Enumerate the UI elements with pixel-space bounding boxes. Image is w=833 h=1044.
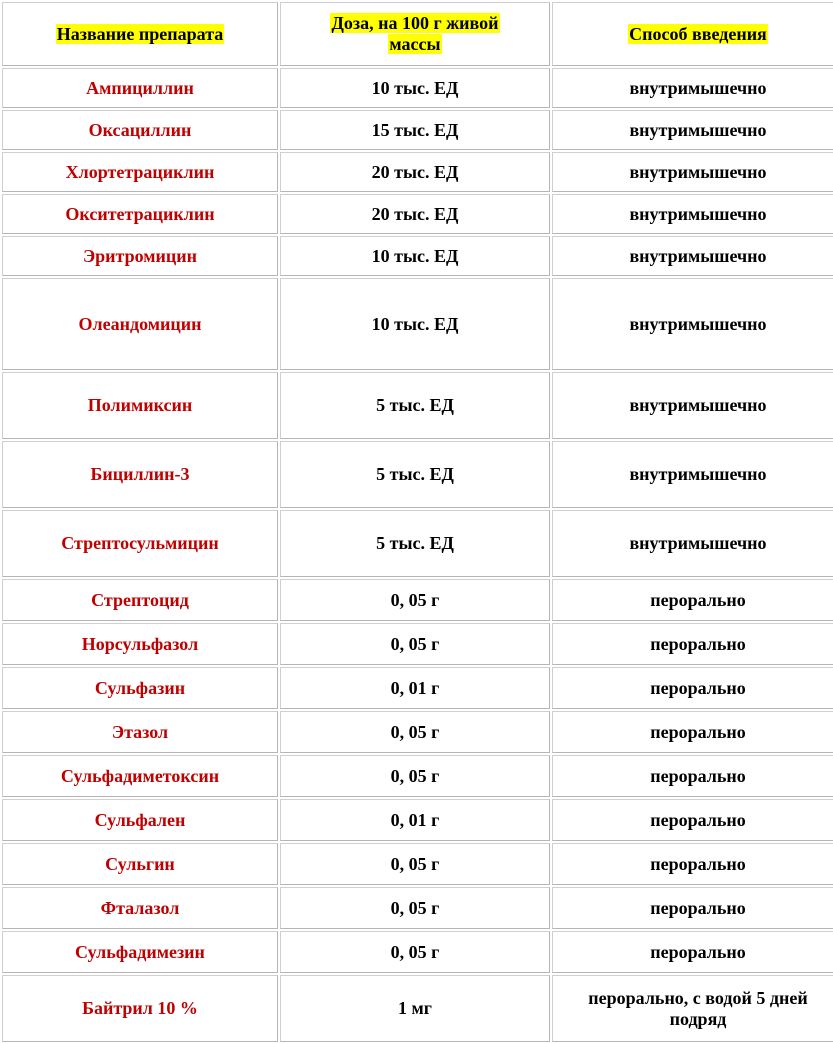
drug-name-cell: Норсульфазол <box>2 623 278 665</box>
route-cell: перорально <box>552 887 833 929</box>
dose-cell: 15 тыс. ЕД <box>280 110 550 150</box>
route-cell: перорально <box>552 711 833 753</box>
drug-name-cell: Сульгин <box>2 843 278 885</box>
table-row <box>2 510 833 577</box>
route-cell: перорально <box>552 843 833 885</box>
table-row <box>2 194 833 234</box>
dose-cell: 5 тыс. ЕД <box>280 372 550 439</box>
route-cell: внутримышечно <box>552 152 833 192</box>
dose-cell: 0, 01 г <box>280 667 550 709</box>
route-cell: перорально <box>552 623 833 665</box>
dose-cell: 0, 05 г <box>280 623 550 665</box>
table-row <box>2 579 833 621</box>
header-dose-line1: Доза, на 100 г живой <box>331 13 499 33</box>
route-cell: внутримышечно <box>552 194 833 234</box>
header-name-cell <box>2 2 278 66</box>
dose-cell: 20 тыс. ЕД <box>280 152 550 192</box>
route-cell: внутримышечно <box>552 441 833 508</box>
route-cell: внутримышечно <box>552 278 833 370</box>
route-cell: внутримышечно <box>552 236 833 276</box>
drug-name-cell: Олеандомицин <box>2 278 278 370</box>
table-row <box>2 68 833 108</box>
table-row <box>2 975 833 1042</box>
table-row <box>2 711 833 753</box>
table-row <box>2 623 833 665</box>
route-cell: внутримышечно <box>552 68 833 108</box>
table-row <box>2 236 833 276</box>
route-cell: перорально, с водой 5 дней подряд <box>552 975 833 1042</box>
dose-cell: 10 тыс. ЕД <box>280 278 550 370</box>
table-row <box>2 887 833 929</box>
route-cell: перорально <box>552 755 833 797</box>
drug-name-cell: Окситетрациклин <box>2 194 278 234</box>
table-row <box>2 667 833 709</box>
dose-cell: 20 тыс. ЕД <box>280 194 550 234</box>
table-row <box>2 755 833 797</box>
dose-cell: 0, 01 г <box>280 799 550 841</box>
drug-name-cell: Ампициллин <box>2 68 278 108</box>
drug-name-cell: Сульфадимезин <box>2 931 278 973</box>
drug-name-cell: Сульфадиметоксин <box>2 755 278 797</box>
table-header-row <box>2 2 833 66</box>
drug-name-cell: Этазол <box>2 711 278 753</box>
drug-name-cell: Байтрил 10 % <box>2 975 278 1042</box>
drug-name-cell: Полимиксин <box>2 372 278 439</box>
header-route-cell <box>552 2 833 66</box>
table-row <box>2 931 833 973</box>
route-cell: внутримышечно <box>552 510 833 577</box>
dose-cell: 5 тыс. ЕД <box>280 510 550 577</box>
route-cell: внутримышечно <box>552 372 833 439</box>
dose-cell: 0, 05 г <box>280 711 550 753</box>
dose-cell: 1 мг <box>280 975 550 1042</box>
dose-cell: 10 тыс. ЕД <box>280 68 550 108</box>
dose-cell: 0, 05 г <box>280 579 550 621</box>
drug-name-cell: Стрептосульмицин <box>2 510 278 577</box>
table-row <box>2 152 833 192</box>
header-route: Способ введения <box>629 23 767 44</box>
route-cell: перорально <box>552 579 833 621</box>
drug-name-cell: Эритромицин <box>2 236 278 276</box>
table-row <box>2 278 833 370</box>
route-cell: перорально <box>552 667 833 709</box>
drug-name-cell: Стрептоцид <box>2 579 278 621</box>
header-dose-line2: массы <box>389 34 441 54</box>
drug-name-cell: Сульфазин <box>2 667 278 709</box>
drug-name-cell: Сульфален <box>2 799 278 841</box>
table-row <box>2 441 833 508</box>
table-row <box>2 372 833 439</box>
dose-cell: 0, 05 г <box>280 843 550 885</box>
dose-cell: 0, 05 г <box>280 931 550 973</box>
table-row <box>2 799 833 841</box>
route-cell: внутримышечно <box>552 110 833 150</box>
dose-cell: 0, 05 г <box>280 755 550 797</box>
dose-cell: 5 тыс. ЕД <box>280 441 550 508</box>
header-dose-cell <box>280 2 550 66</box>
route-cell: перорально <box>552 931 833 973</box>
dose-cell: 10 тыс. ЕД <box>280 236 550 276</box>
header-name: Название препарата <box>56 23 224 44</box>
drug-name-cell: Фталазол <box>2 887 278 929</box>
drug-name-cell: Бициллин-3 <box>2 441 278 508</box>
route-cell: перорально <box>552 799 833 841</box>
table-row <box>2 110 833 150</box>
table-row <box>2 843 833 885</box>
dose-cell: 0, 05 г <box>280 887 550 929</box>
drug-name-cell: Оксациллин <box>2 110 278 150</box>
drug-name-cell: Хлортетрациклин <box>2 152 278 192</box>
